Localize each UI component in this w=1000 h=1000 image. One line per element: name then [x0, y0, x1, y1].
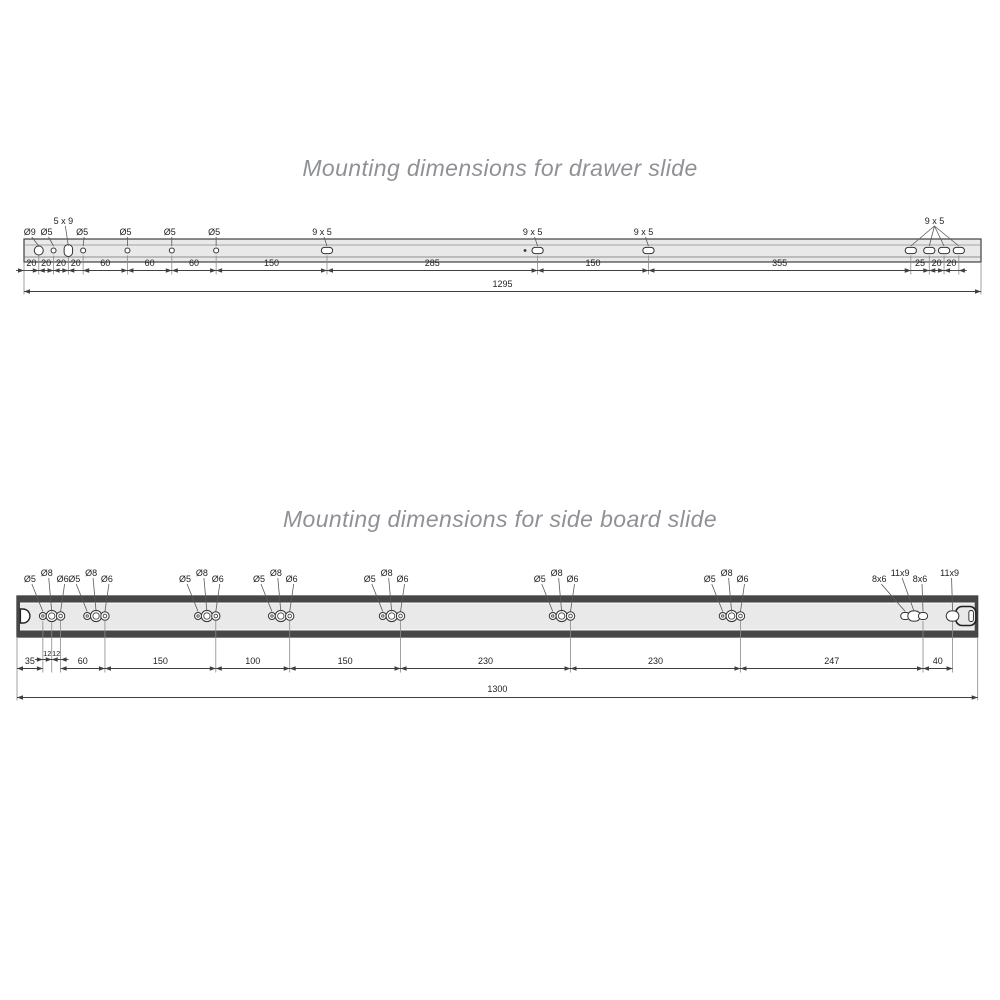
hole-circle — [39, 613, 46, 620]
rail-end-plug-slot — [969, 611, 974, 622]
hole-circle — [195, 613, 202, 620]
hole-slot — [946, 611, 959, 621]
rail-bottom-band — [17, 631, 978, 638]
dimension-arrow — [401, 666, 407, 670]
dimension-arrow — [284, 666, 290, 670]
hole-circle — [736, 612, 744, 620]
hole-label: Ø6 — [285, 574, 298, 584]
rail-top-band — [17, 596, 978, 603]
hole-label: Ø9 — [23, 227, 36, 237]
dimension-value: 35 — [24, 656, 35, 666]
hole-label: Ø6 — [211, 574, 224, 584]
dimension-arrow — [327, 268, 333, 272]
dimension-value: 20 — [55, 258, 66, 268]
hole-label: Ø6 — [396, 574, 409, 584]
hole-circle — [549, 613, 556, 620]
hole-label: Ø8 — [195, 568, 208, 578]
dimension-value: 230 — [647, 656, 664, 666]
dimension-arrow — [923, 268, 929, 272]
dimension-arrow — [166, 268, 172, 272]
dimension-value: 150 — [585, 258, 601, 268]
dimension-arrow — [395, 666, 401, 670]
hole-slot — [64, 245, 72, 257]
dimension-value: 60 — [188, 258, 199, 268]
hole-slot — [321, 247, 332, 253]
hole-label: Ø5 — [363, 574, 376, 584]
dimension-value: 60 — [100, 258, 111, 268]
hole-circle — [285, 612, 293, 620]
dimension-value: 150 — [337, 656, 353, 666]
hole-label: Ø5 — [119, 227, 132, 237]
hole-circle — [566, 612, 574, 620]
dimension-arrow — [734, 666, 740, 670]
hole-circle — [275, 610, 286, 621]
dimension-value: 60 — [77, 656, 88, 666]
dimension-value: 230 — [478, 656, 494, 666]
hole-circle — [201, 610, 212, 621]
dimension-arrow — [975, 289, 981, 293]
dimension-arrow — [37, 666, 43, 670]
hole-label: 9 x 5 — [522, 227, 543, 237]
hole-circle — [34, 246, 43, 255]
dimension-arrow — [905, 268, 911, 272]
dimension-value: 25 — [915, 258, 926, 268]
dimension-arrow — [18, 268, 24, 272]
hole-label: 9 x 5 — [312, 227, 332, 237]
dimension-arrow — [538, 268, 544, 272]
hole-label: Ø6 — [100, 574, 113, 584]
hole-slot — [905, 247, 916, 253]
dimension-value: 20 — [70, 258, 81, 268]
dimension-arrow — [121, 268, 127, 272]
hole-circle — [379, 613, 386, 620]
hole-slot — [924, 247, 935, 253]
hole-label: Ø8 — [380, 568, 393, 578]
dimension-value: 20 — [26, 258, 37, 268]
dimension-value: 247 — [824, 656, 840, 666]
hole-label: 8x6 — [872, 574, 887, 584]
dimension-value: 12 — [51, 649, 61, 658]
hole-label: Ø8 — [269, 568, 282, 578]
hole-group-label: 9 x 5 — [924, 216, 945, 226]
dimension-arrow — [210, 666, 216, 670]
dimension-arrow — [99, 666, 105, 670]
dimension-value: 100 — [245, 656, 261, 666]
hole-circle — [169, 248, 174, 253]
dimension-arrow — [61, 666, 67, 670]
hole-label: Ø5 — [40, 227, 53, 237]
drawer-slide-title: Mounting dimensions for drawer slide — [302, 155, 698, 181]
dimension-arrow — [216, 666, 222, 670]
rail-end-slot — [20, 609, 30, 623]
rivet-dot — [524, 249, 527, 252]
hole-slot — [918, 613, 927, 620]
dimension-arrow — [923, 666, 929, 670]
dimension-arrow — [938, 268, 944, 272]
dimension-arrow — [33, 268, 39, 272]
hole-circle — [386, 610, 397, 621]
dimension-arrow — [321, 268, 327, 272]
hole-label: Ø5 — [208, 227, 221, 237]
hole-circle — [214, 248, 219, 253]
dimension-arrow — [37, 657, 43, 661]
hole-label: Ø5 — [163, 227, 176, 237]
hole-slot — [643, 247, 654, 253]
hole-label: Ø5 — [179, 574, 192, 584]
dimension-arrow — [216, 268, 222, 272]
dimension-arrow — [62, 268, 68, 272]
dimension-arrow — [105, 666, 111, 670]
hole-label: Ø6 — [56, 574, 69, 584]
hole-label: Ø8 — [85, 568, 98, 578]
dimension-arrow — [17, 695, 23, 699]
hole-circle — [212, 612, 220, 620]
hole-slot — [532, 247, 543, 253]
dimension-arrow — [127, 268, 133, 272]
dimension-value: 12 — [43, 649, 52, 658]
hole-circle — [56, 612, 64, 620]
hole-label: Ø6 — [566, 574, 579, 584]
hole-circle — [396, 612, 404, 620]
dimension-arrow — [972, 695, 978, 699]
hole-label: Ø5 — [252, 574, 265, 584]
hole-slot — [953, 247, 964, 253]
hole-circle — [51, 248, 56, 253]
hole-circle — [726, 610, 737, 621]
dimension-value: 20 — [931, 258, 942, 268]
hole-label: 11x9 — [890, 568, 910, 578]
dimension-arrow — [917, 666, 923, 670]
hole-label: Ø6 — [736, 574, 749, 584]
dimension-arrow — [48, 268, 54, 272]
dimension-arrow — [210, 268, 216, 272]
dimension-arrow — [947, 666, 953, 670]
dimension-arrow — [959, 268, 965, 272]
hole-label: 11x9 — [940, 568, 960, 578]
dimension-arrow — [17, 666, 23, 670]
hole-label: Ø5 — [23, 574, 36, 584]
overall-dimension-value: 1295 — [492, 279, 513, 289]
hole-label: 5 x 9 — [53, 216, 74, 226]
hole-label: Ø5 — [76, 227, 89, 237]
overall-dimension-value: 1300 — [487, 684, 508, 694]
hole-label: Ø5 — [533, 574, 546, 584]
dimension-arrow — [571, 666, 577, 670]
dimension-arrow — [24, 289, 30, 293]
dimension-arrow — [648, 268, 654, 272]
dimension-arrow — [565, 666, 571, 670]
hole-label: Ø8 — [550, 568, 563, 578]
hole-circle — [719, 613, 726, 620]
dimension-arrow — [61, 657, 67, 661]
hole-circle — [556, 610, 567, 621]
hole-slot — [938, 247, 949, 253]
dimension-value: 285 — [424, 258, 440, 268]
drawer-slide-rail — [24, 239, 981, 262]
dimension-arrow — [642, 268, 648, 272]
dimension-value: 40 — [932, 656, 943, 666]
hole-circle — [84, 613, 91, 620]
hole-circle — [101, 612, 109, 620]
hole-circle — [81, 248, 86, 253]
hole-label: Ø5 — [703, 574, 716, 584]
rail-left-cap — [17, 596, 20, 637]
hole-circle — [268, 613, 275, 620]
hole-circle — [46, 610, 57, 621]
hole-label: Ø5 — [68, 574, 81, 584]
dimension-arrow — [740, 666, 746, 670]
dimension-value: 150 — [264, 258, 280, 268]
dimension-value: 20 — [946, 258, 957, 268]
side-board-slide-title: Mounting dimensions for side board slide — [282, 506, 718, 532]
dimension-arrow — [83, 268, 89, 272]
hole-circle — [125, 248, 130, 253]
hole-label: Ø8 — [40, 568, 53, 578]
hole-label: Ø8 — [720, 568, 733, 578]
dimension-value: 150 — [152, 656, 168, 666]
dimension-arrow — [532, 268, 538, 272]
hole-label: 8x6 — [912, 574, 928, 584]
hole-circle — [90, 610, 101, 621]
dimension-value: 355 — [772, 258, 788, 268]
dimension-arrow — [290, 666, 296, 670]
dimension-value: 60 — [144, 258, 155, 268]
dimension-value: 20 — [41, 258, 52, 268]
dimension-arrow — [172, 268, 178, 272]
hole-label: 9 x 5 — [633, 227, 654, 237]
